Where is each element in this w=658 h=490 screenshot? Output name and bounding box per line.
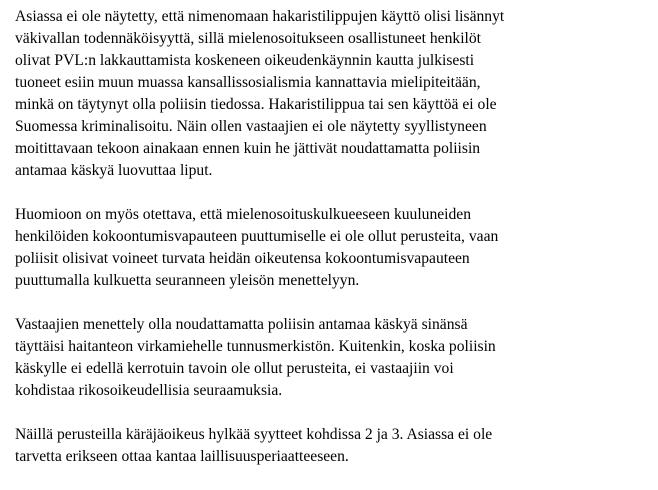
text-line: Vastaajien menettely olla noudattamatta poliisin antamaa käskyä sinänsä [15,316,468,333]
text-line: henkilöiden kokoontumisvapauteen puuttumiselle ei ole ollut perusteita, vaan [15,228,499,245]
text-line: puuttumalla kulkuetta seuranneen yleisön menettelyyn. [15,272,360,289]
paragraph-4 [15,424,645,468]
text-line: käskylle ei edellä kerrotuin tavoin ole ollut perusteita, ei vastaajiin voi [15,360,454,377]
text-line: Suomessa kriminalisoitu. Näin ollen vastaajien ei ole näytetty syyllistyneen [15,118,487,135]
paragraph-3 [15,314,645,402]
text-line: Näillä perusteilla käräjäoikeus hylkää syytteet kohdissa 2 ja 3. Asiassa ei ole [15,426,493,443]
text-line: olivat PVL:n lakkauttamista koskeneen oikeudenkäynnin kautta julkisesti [15,52,475,69]
text-line: antamaa käskyä luovuttaa liput. [15,162,213,179]
text-line: minkä on täytynyt olla poliisin tiedossa. Hakaristilippua tai sen käyttöä ei ole [15,96,497,113]
text-line: Huomioon on myös otettava, että mielenosoituskulkueeseen kuuluneiden [15,206,472,223]
text-line: tarvetta erikseen ottaa kantaa laillisuusperiaatteeseen. [15,448,349,465]
text-line: tuoneet esiin muun muassa kansallissosialismia kannattavia mielipiteitään, [15,74,481,91]
paragraph-1 [15,6,645,182]
text-line: poliisit olisivat voineet turvata heidän oikeutensa kokoontumisvapauteen [15,250,470,267]
text-line: moitittavaan tekoon ainakaan ennen kuin he jättivät noudattamatta poliisin [15,140,481,157]
paragraph-2 [15,204,645,292]
document-body [15,6,645,490]
text-line: täyttäisi haitanteon virkamiehelle tunnusmerkistön. Kuitenkin, koska poliisin [15,338,496,355]
text-line: väkivallan todennäköisyyttä, sillä mielenosoitukseen osallistuneet henkilöt [15,30,481,47]
text-line: Asiassa ei ole näytetty, että nimenomaan hakaristilippujen käyttö olisi lisännyt [15,8,505,25]
text-line: kohdistaa rikosoikeudellisia seuraamuksia. [15,382,283,399]
